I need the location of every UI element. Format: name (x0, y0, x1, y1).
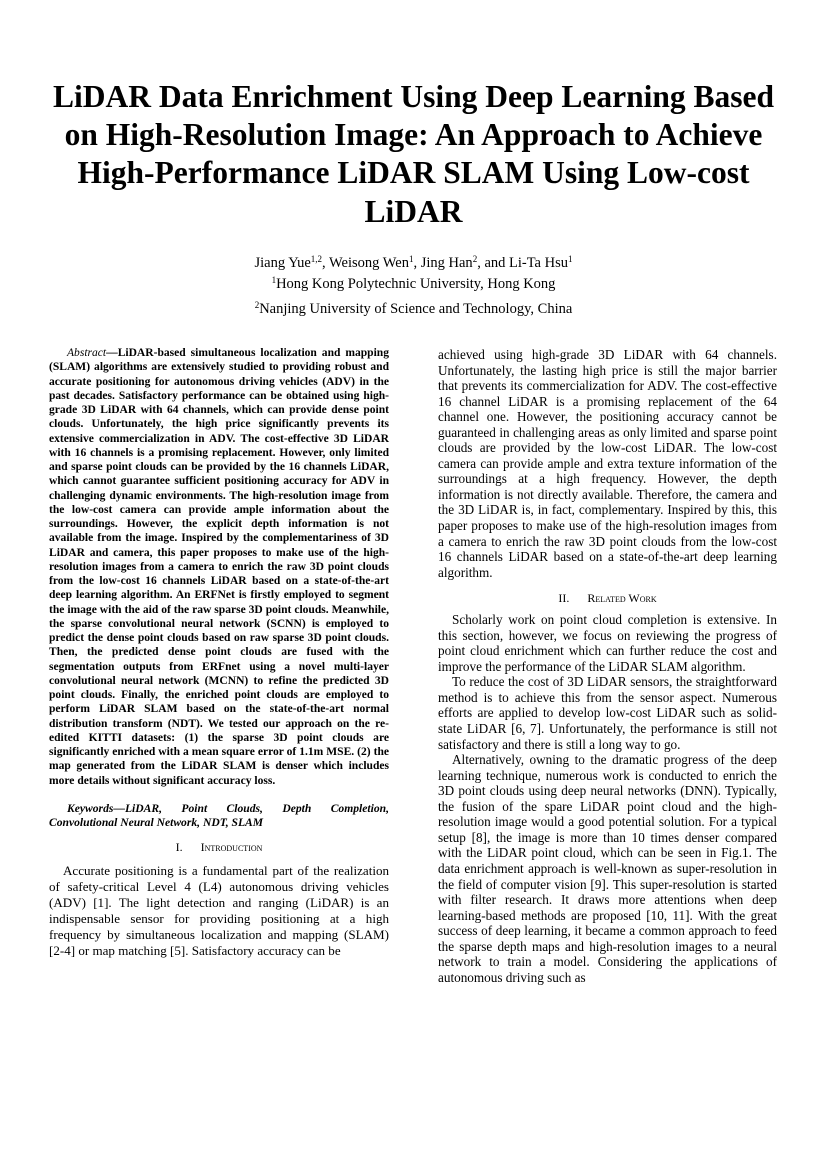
left-column (49, 346, 389, 959)
affiliation-1 (0, 275, 827, 293)
affiliation-mark: 2 (254, 300, 260, 310)
section-heading-introduction (49, 840, 389, 855)
affiliation-mark: 1 (271, 275, 277, 285)
section-number: I. (175, 840, 183, 855)
section-number: II. (558, 591, 570, 606)
affiliation-text: Hong Kong Polytechnic University, Hong Kong (276, 276, 556, 292)
right-column (438, 347, 777, 985)
author-name: , Jing Han (413, 255, 473, 271)
related-work-paragraph: Alternatively, owning to the dramatic progress of the deep learning technique, numerous work is conducted to enrich the 3D point clouds using deep neural networks (DNN). Typically, the fusion of the spare LiDAR point cloud and the high-resolution image would a good potential solution. For a typical setup [8], the image is more than 10 times denser compared with the LiDAR point cloud, which can be seen in Fig.1. The data enrichment approach is well-known as super-resolution in the field of computer vision [9]. This super-resolution is started with filter research. It draws more attentions when deep learning-based methods are proposed [10, 11]. With the great success of deep learning, it became a common approach to feed the sparse depth maps and high-resolution images to a neural network to train a model. Considering the applications of autonomous driving such as (438, 752, 777, 985)
paper-title: LiDAR Data Enrichment Using Deep Learning Based on High-Resolution Image: An Approach to Achieve High-Performance LiDAR SLAM Using Low-cost LiDAR (52, 79, 775, 229)
related-work-paragraph: To reduce the cost of 3D LiDAR sensors, the straightforward method is to achieve this from the sensor aspect. Numerous efforts are applied to develop low-cost LiDAR such as solid-state LiDAR [6, 7]. Unfortunately, the performance is still not satisfactory and there is still a long way to go. (438, 674, 777, 752)
author-list (0, 254, 827, 272)
related-work-paragraph: Scholarly work on point cloud completion is extensive. In this section, however, we focus on reviewing the progress of point cloud enrichment which can further reduce the cost and improve the performance of the LiDAR SLAM algorithm. (438, 612, 777, 674)
keywords: Keywords—LiDAR, Point Clouds, Depth Completion, Convolutional Neural Network, NDT, SLAM (49, 801, 389, 830)
affiliation-text: Nanjing University of Science and Technology, China (259, 301, 573, 317)
author-name: , and Li-Ta Hsu (477, 255, 568, 271)
author-affiliation-mark: 1 (408, 254, 414, 264)
intro-paragraph-continued: achieved using high-grade 3D LiDAR with 64 channels. Unfortunately, the lasting high price is still the major barrier that prevents its commercialization for ADV. The cost-effective 16 channel LiDAR is a promising replacement of the 64 channel one. However, the positioning accuracy cannot be guaranteed in challenging areas as only limited and sparse point clouds are provided by the low-cost LiDAR. The low-cost camera can provide ample and extra texture information of the surroundings at a high frequency. However, the depth information is not directly available. Therefore, the camera and the 3D LiDAR is, in fact, complementary. Inspired by this, this paper proposes to make use of the high-resolution images from a camera to enrich the raw 3D point clouds from the low-cost 16 channels LiDAR based on a state-of-the-art deep learning algorithm. (438, 347, 777, 580)
abstract (49, 346, 389, 788)
author-affiliation-mark: 2 (472, 254, 478, 264)
section-heading-related-work (438, 591, 777, 606)
abstract-body: —LiDAR-based simultaneous localization and mapping (SLAM) algorithms are extensively studied to providing robust and accurate positioning for autonomous driving vehicles (ADV) in the past decades. Satisfactory performance can be obtained using high-grade 3D LiDAR with 64 channels, which can provide dense point clouds. Unfortunately, the high price significantly prevents its extensive commercialization in ADV. The cost-effective 3D LiDAR with 16 channels is a promising replacement. However, only limited and sparse point clouds can be provided by the 16 channels LiDAR, which cannot guarantee sufficient positioning accuracy for ADV in challenging dynamic environments. The high-resolution image from the low-cost camera can provide ample information about the surroundings. However, the explicit depth information is not available from the image. Inspired by the complementariness of 3D LiDAR and camera, this paper proposes to make use of the high-resolution images from a camera to enrich the raw 3D point clouds from the low-cost 16 channels LiDAR based on a state-of-the-art deep learning algorithm. An ERFNet is firstly employed to segment the image with the aid of the raw sparse 3D point clouds. Meanwhile, the sparse convolutional neural network (SCNN) is employed to predict the dense point clouds based on raw sparse 3D point clouds. Then, the predicted dense point clouds are fused with the segmentation outputs from ERFnet using a novel multi-layer convolutional neural network (MCNN) to refine the predicted 3D point clouds. Finally, the enriched point clouds are employed to perform LiDAR SLAM based on the state-of-the-art normal distribution transform (NDT). We tested our approach on the re-edited KITTI datasets: (1) the sparse 3D point clouds are significantly enriched with a mean square error of 1.1m MSE. (2) the map generated from the LiDAR SLAM is denser which includes more details without significant accuracy loss. (49, 347, 389, 787)
abstract-lead: Abstract (67, 347, 107, 359)
section-title: Related Work (587, 591, 657, 606)
author-affiliation-mark: 1,2 (310, 254, 323, 264)
author-name: Jiang Yue (254, 255, 311, 271)
affiliation-2 (0, 300, 827, 318)
author-affiliation-mark: 1 (567, 254, 573, 264)
author-name: , Weisong Wen (322, 255, 409, 271)
intro-paragraph: Accurate positioning is a fundamental part of the realization of safety-critical Level 4 (L4) autonomous driving vehicles (ADV) [1]. The light detection and ranging (LiDAR) is an indispensable sensor for providing positioning at a high frequency by simultaneous localization and mapping (SLAM) [2-4] or map matching [5]. Satisfactory accuracy can be (49, 863, 389, 958)
section-title: Introduction (200, 840, 263, 855)
